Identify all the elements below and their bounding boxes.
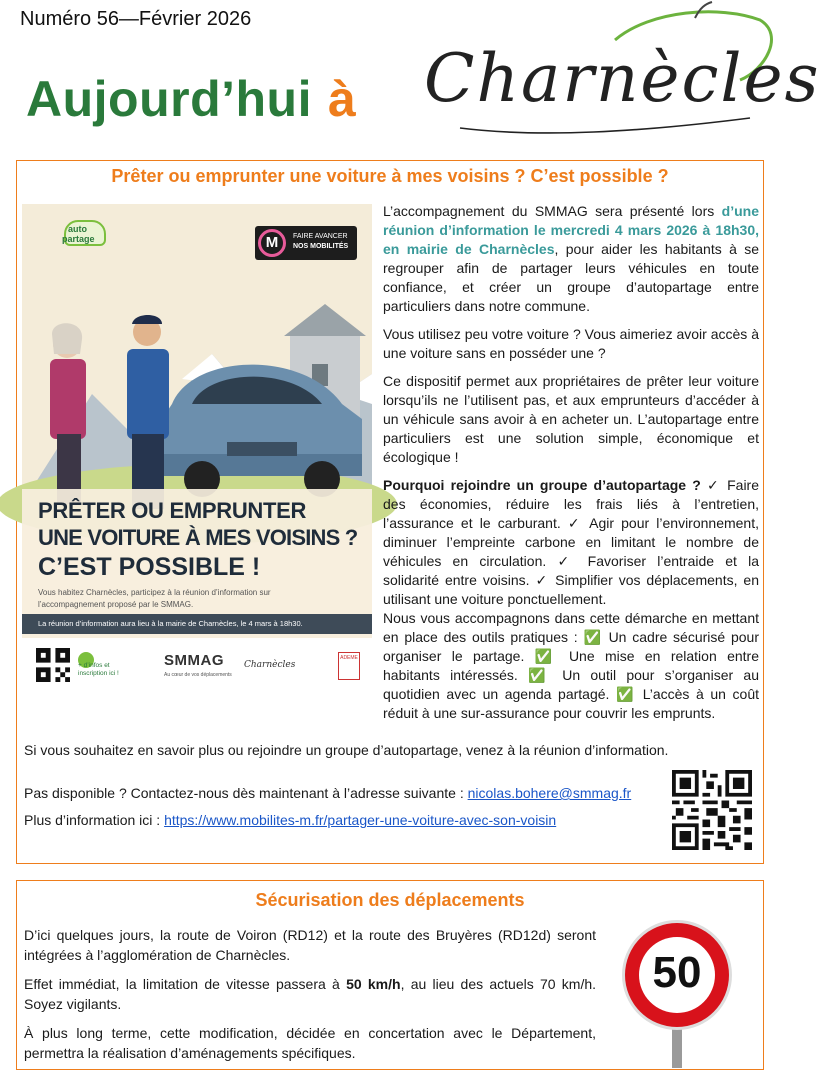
paragraph-future: À plus long terme, cette modification, décidée en concertation avec le Département, permettra la réalisation d’aménagements spécifiques. bbox=[24, 1025, 596, 1061]
article2-body bbox=[24, 926, 596, 1073]
smmag-logo: SMMAG bbox=[164, 652, 224, 669]
contact-email-link[interactable]: nicolas.bohere@smmag.fr bbox=[467, 785, 632, 801]
article-title: Prêter ou emprunter une voiture à mes voisins ? C’est possible ? bbox=[111, 166, 669, 186]
poster-sub-2: l’accompagnement proposé par le SMMAG. bbox=[38, 600, 194, 609]
mobilites-badge: M FAIRE AVANCER NOS MOBILITÉS bbox=[255, 226, 357, 260]
qr-code-icon[interactable] bbox=[672, 770, 752, 850]
speed-limit-sign-icon bbox=[620, 918, 734, 1068]
poster-qr-icon bbox=[36, 648, 70, 682]
ademe-logo: ADEME bbox=[338, 652, 360, 680]
contact-line: Pas disponible ? Contactez-nous dès maintenant à l’adresse suivante : nicolas.bohere@smmag.fr bbox=[24, 785, 632, 801]
info-url-link[interactable]: https://www.mobilites-m.fr/partager-une-voiture-avec-son-voisin bbox=[164, 812, 557, 828]
article2-title: Sécurisation des déplacements bbox=[255, 890, 525, 910]
paragraph-device: Ce dispositif permet aux propriétaires de prêter leur voiture lorsqu’ils ne l’utilisent pas, et aux emprunteurs d’accéder à un véhicule sans avoir à en acheter un. L’autopartage entre particuliers est une solution simple, économique et écologique ! bbox=[383, 373, 759, 465]
poster-headline-2: UNE VOITURE À MES VOISINS ? bbox=[38, 525, 358, 550]
paragraph-meeting: L’accompagnement du SMMAG sera présenté lors d’une réunion d’information le mercredi 4 mars 2026 à 18h30, en mairie de Charnècles, pour aider les habitants à se regrouper afin de partager leurs véhicules en toute confiance, et créer un groupe d’autopartage entre particuliers dans notre commune. bbox=[383, 203, 760, 314]
title-main: Aujourd’hui bbox=[26, 71, 312, 127]
poster-banner: La réunion d’information aura lieu à la mairie de Charnècles, le 4 mars à 18h30. bbox=[22, 614, 372, 634]
autopartage-poster bbox=[22, 204, 372, 690]
paragraph-support: Nous vous accompagnons dans cette démarche en mettant en place des outils pratiques : ✅ Un cadre sécurisé pour organiser le partage. ✅ Une mise en relation entre habitants intéressés. ✅ Un outil pour s’organiser au quotidien avec un agenda partagé. ✅ L’accès à un coût réduit à une sur-assurance pour couvrir les emprunts. bbox=[383, 610, 759, 721]
page-title bbox=[26, 70, 356, 128]
article-body bbox=[383, 202, 759, 732]
m-logo-icon: M bbox=[258, 229, 286, 257]
paragraph-speed: Effet immédiat, la limitation de vitesse passera à 50 km/h, au lieu des actuels 70 km/h. Soyez vigilants. bbox=[24, 976, 597, 1012]
paragraph-question: Vous utilisez peu votre voiture ? Vous aimeriez avoir accès à une voiture sans en posséder une ? bbox=[383, 326, 759, 361]
poster-headline-1: PRÊTER OU EMPRUNTER bbox=[38, 498, 307, 523]
poster-footer: + d’infos et inscription ici ! SMMAG Au cœur de vos déplacements Charnècles ADEME bbox=[22, 638, 372, 692]
join-line: Si vous souhaitez en savoir plus ou rejoindre un groupe d’autopartage, venez à la réunion d’information. bbox=[24, 742, 669, 758]
paragraph-why: Pourquoi rejoindre un groupe d’autopartage ? ✓ Faire des économies, réduire les frais liés à l’entretien, l’assurance et le carburant. ✓ Agir pour l’environnement, diminuer l’empreinte carbone en limitant le nombre de véhicules en circulation. ✓ Favoriser l’entraide et la solidarité entre voisins. ✓ Simplifier vos déplacements, en utilisant une voiture ponctuellement. bbox=[383, 477, 760, 607]
title-accent: à bbox=[328, 71, 357, 127]
poster-sub-1: Vous habitez Charnècles, participez à la réunion d’information sur bbox=[38, 588, 271, 597]
paragraph-roads: D’ici quelques jours, la route de Voiron (RD12) et la route des Bruyères (RD12d) seront intégrées à l’agglomération de Charnècles. bbox=[24, 927, 596, 963]
poster-headline-3: C’EST POSSIBLE ! bbox=[38, 553, 261, 581]
info-line: Plus d’information ici : https://www.mobilites-m.fr/partager-une-voiture-avec-son-voisin bbox=[24, 812, 557, 828]
poster-info-plus: + d’infos et inscription ici ! bbox=[78, 662, 119, 677]
meeting-highlight: d’une réunion d’information le mercredi 4 mars 2026 à 18h30, en mairie de Charnècles bbox=[383, 203, 759, 257]
autopartage-logo: auto partage bbox=[58, 214, 112, 268]
issue-number: Numéro 56—Février 2026 bbox=[20, 8, 252, 30]
poster-mini-logo: Charnècles bbox=[244, 660, 296, 670]
speed-value: 50 bbox=[652, 948, 702, 997]
logo-charnecles: Charnècles bbox=[424, 40, 820, 117]
